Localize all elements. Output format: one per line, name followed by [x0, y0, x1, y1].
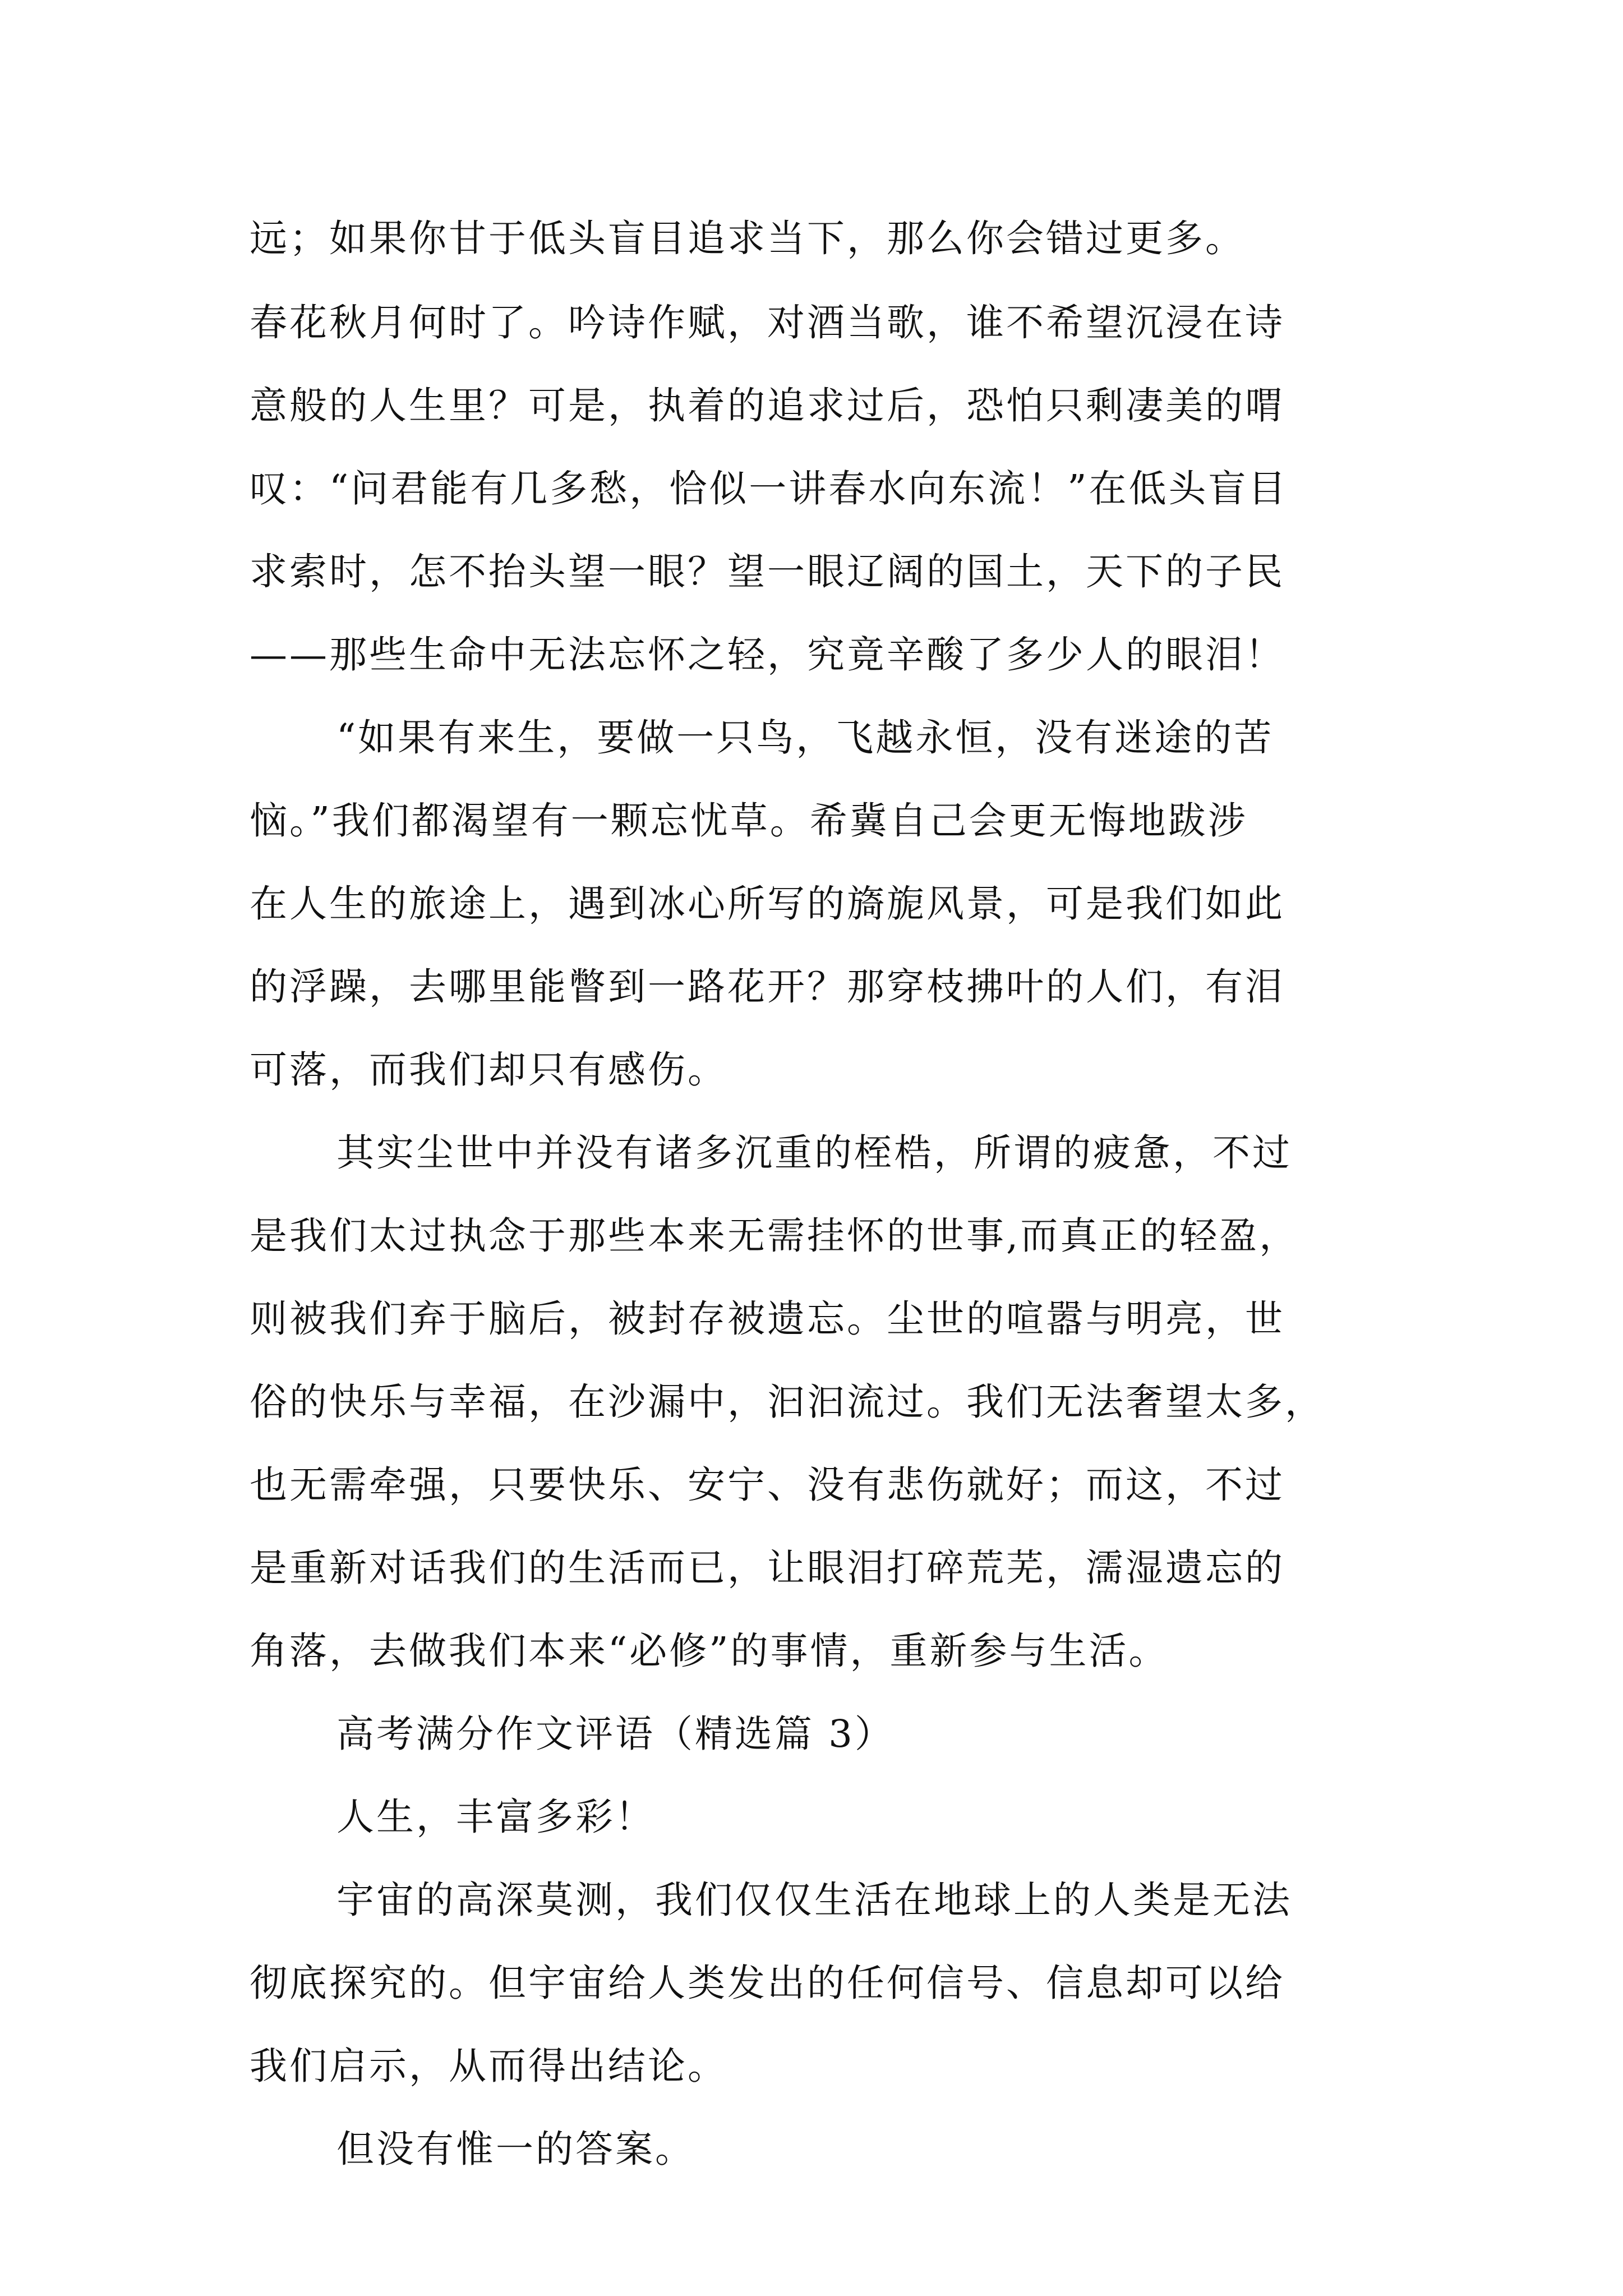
text-line: 春花秋月何时了。吟诗作赋，对酒当歌，谁不希望沉浸在诗: [250, 301, 1285, 344]
text-line: 角落，去做我们本来“必修”的事情，重新参与生活。: [250, 1629, 1169, 1673]
paragraph-start-line: 但没有惟一的答案。: [336, 2127, 695, 2171]
text-line: 则被我们弃于脑后，被封存被遗忘。尘世的喧嚣与明亮，世: [250, 1297, 1285, 1341]
section-heading: 高考满分作文评语（精选篇 3）: [336, 1712, 895, 1756]
paragraph-start-line: 宇宙的高深莫测，我们仅仅生活在地球上的人类是无法: [336, 1878, 1292, 1922]
essay-title: 人生，丰富多彩！: [336, 1795, 655, 1839]
text-line: 在人生的旅途上，遇到冰心所写的旖旎风景，可是我们如此: [250, 882, 1285, 926]
paragraph-start-line: 其实尘世中并没有诸多沉重的桎梏，所谓的疲惫，不过: [336, 1131, 1292, 1175]
text-line: 是重新对话我们的生活而已，让眼泪打碎荒芜，濡湿遗忘的: [250, 1546, 1285, 1590]
text-line: 也无需牵强，只要快乐、安宁、没有悲伤就好；而这，不过: [250, 1463, 1285, 1507]
text-line: 远；如果你甘于低头盲目追求当下，那么你会错过更多。: [250, 217, 1245, 260]
text-line: 求索时，怎不抬头望一眼？望一眼辽阔的国土，天下的子民: [250, 550, 1285, 593]
text-line: 叹：“问君能有几多愁，恰似一讲春水向东流！”在低头盲目: [250, 467, 1288, 510]
text-line: 是我们太过执念于那些本来无需挂怀的世事,而真正的轻盈，: [250, 1214, 1299, 1258]
text-line: 的浮躁，去哪里能瞥到一路花开？那穿枝拂叶的人们，有泪: [250, 965, 1285, 1009]
text-line: 意般的人生里？可是，执着的追求过后，恐怕只剩凄美的喟: [250, 384, 1285, 427]
text-line: 俗的快乐与幸福，在沙漏中，汩汩流过。我们无法奢望太多，: [250, 1380, 1325, 1424]
text-line: 恼。”我们都渴望有一颗忘忧草。希冀自己会更无悔地跋涉: [250, 799, 1248, 843]
text-line: 我们启示，从而得出结论。: [250, 2044, 727, 2088]
paragraph-start-line: “如果有来生，要做一只鸟，飞越永恒，没有迷途的苦: [336, 716, 1274, 760]
text-line: 彻底探究的。但宇宙给人类发出的任何信号、信息却可以给: [250, 1961, 1285, 2005]
text-line: ——那些生命中无法忘怀之轻，究竟辛酸了多少人的眼泪！: [250, 633, 1285, 677]
text-line: 可落，而我们却只有感伤。: [250, 1048, 727, 1092]
